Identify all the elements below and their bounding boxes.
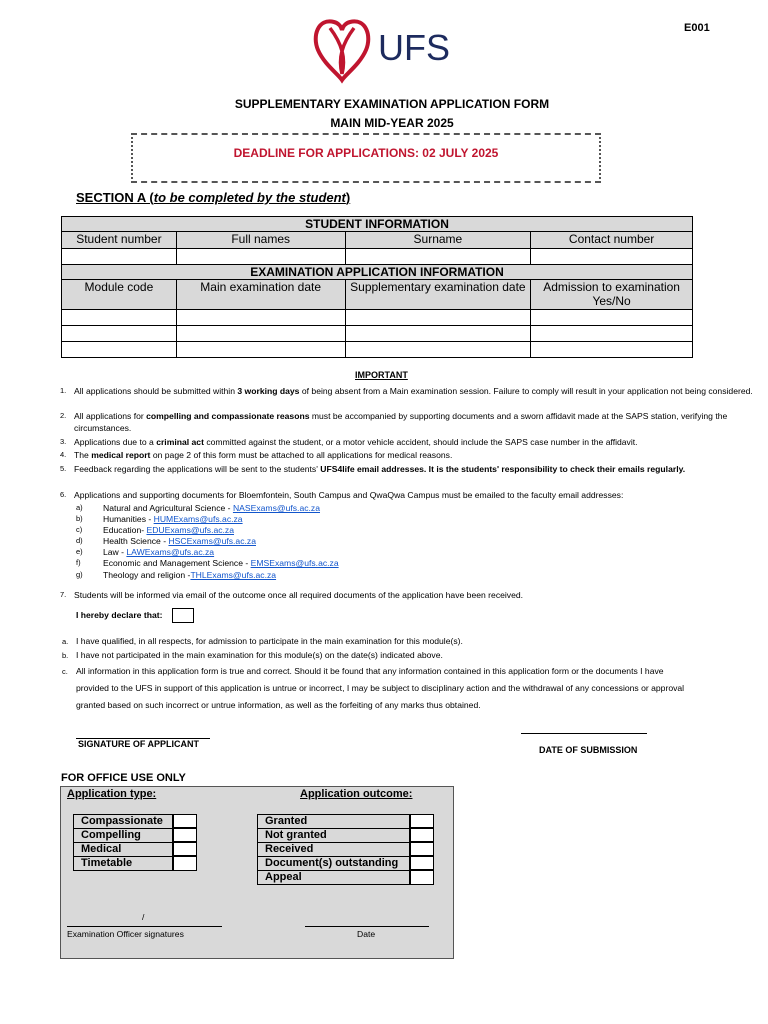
exam-row-cell[interactable]: [531, 326, 693, 342]
office-date-label: Date: [357, 929, 376, 939]
col-student-number: Student number: [62, 232, 177, 249]
applicant-signature-label: SIGNATURE OF APPLICANT: [78, 739, 199, 749]
faculty-email-link[interactable]: EDUExams@ufs.ac.za: [146, 525, 235, 535]
col-supp-exam-date: Supplementary examination date: [345, 280, 531, 310]
logo-heart-inner: [330, 28, 354, 74]
faculty-email-link[interactable]: THLExams@ufs.ac.za: [190, 570, 277, 580]
exam-row-cell[interactable]: [531, 342, 693, 358]
submission-date-label: DATE OF SUBMISSION: [539, 745, 638, 755]
exam-row-cell[interactable]: [176, 342, 345, 358]
type-compelling-checkbox[interactable]: [173, 828, 197, 842]
office-date-line[interactable]: [305, 926, 429, 927]
type-compassionate-checkbox[interactable]: [173, 814, 197, 828]
officer-signature-label: Examination Officer signatures: [67, 929, 184, 939]
student-number-field[interactable]: [62, 249, 177, 265]
exam-row-cell[interactable]: [345, 326, 531, 342]
section-a-heading: SECTION A (to be completed by the student): [76, 190, 351, 205]
col-main-exam-date: Main examination date: [176, 280, 345, 310]
exam-row-cell[interactable]: [62, 326, 177, 342]
outcome-appeal-checkbox[interactable]: [410, 870, 434, 885]
student-info-header: STUDENT INFORMATION: [62, 217, 693, 232]
faculty-email-link[interactable]: NASExams@ufs.ac.za: [232, 503, 320, 513]
application-type-heading: Application type:: [67, 788, 157, 800]
ufs-logo: [312, 14, 472, 84]
outcome-not-granted: Not granted: [257, 828, 410, 842]
application-outcome-heading: Application outcome:: [300, 788, 413, 800]
faculty-email-link[interactable]: HUMExams@ufs.ac.za: [153, 514, 243, 524]
form-code: E001: [684, 22, 710, 34]
exam-row-cell[interactable]: [345, 310, 531, 326]
outcome-not-granted-checkbox[interactable]: [410, 828, 434, 842]
outcome-granted: Granted: [257, 814, 410, 828]
col-full-names: Full names: [176, 232, 345, 249]
full-names-field[interactable]: [176, 249, 345, 265]
exam-row-cell[interactable]: [345, 342, 531, 358]
declare-checkbox[interactable]: [172, 608, 194, 623]
deadline-text: DEADLINE FOR APPLICATIONS: 02 JULY 2025: [233, 146, 499, 160]
col-contact-number: Contact number: [531, 232, 693, 249]
outcome-granted-checkbox[interactable]: [410, 814, 434, 828]
exam-info-header: EXAMINATION APPLICATION INFORMATION: [62, 265, 693, 280]
outcome-received: Received: [257, 842, 410, 856]
exam-row-cell[interactable]: [176, 326, 345, 342]
declare-label: I hereby declare that:: [76, 610, 163, 620]
outcome-received-checkbox[interactable]: [410, 842, 434, 856]
outcome-documents-outstanding: Document(s) outstanding: [257, 856, 410, 870]
submission-date-line[interactable]: [521, 733, 647, 734]
faculty-email-link[interactable]: EMSExams@ufs.ac.za: [250, 558, 339, 568]
outcome-documents-outstanding-checkbox[interactable]: [410, 856, 434, 870]
form-subtitle: MAIN MID-YEAR 2025: [330, 116, 454, 130]
logo-text: UFS: [378, 27, 450, 68]
outcome-appeal: Appeal: [257, 870, 410, 885]
type-timetable: Timetable: [73, 856, 173, 871]
col-surname: Surname: [345, 232, 531, 249]
officer-signature-separator: /: [142, 912, 145, 922]
type-medical-checkbox[interactable]: [173, 842, 197, 856]
type-medical: Medical: [73, 842, 173, 856]
office-use-title: FOR OFFICE USE ONLY: [61, 772, 186, 784]
exam-row-cell[interactable]: [176, 310, 345, 326]
col-admission: Admission to examination Yes/No: [531, 280, 693, 310]
form-title: SUPPLEMENTARY EXAMINATION APPLICATION FORM: [234, 97, 550, 111]
type-compassionate: Compassionate: [73, 814, 173, 828]
officer-signature-line[interactable]: [67, 926, 222, 927]
faculty-email-link[interactable]: LAWExams@ufs.ac.za: [126, 547, 215, 557]
type-timetable-checkbox[interactable]: [173, 856, 197, 871]
contact-number-field[interactable]: [531, 249, 693, 265]
student-exam-table: [61, 216, 693, 358]
important-heading: IMPORTANT: [355, 370, 408, 380]
office-use-box: [60, 786, 454, 959]
exam-row-cell[interactable]: [62, 342, 177, 358]
type-compelling: Compelling: [73, 828, 173, 842]
exam-row-cell[interactable]: [62, 310, 177, 326]
faculty-email-link[interactable]: HSCExams@ufs.ac.za: [168, 536, 256, 546]
col-module-code: Module code: [62, 280, 177, 310]
surname-field[interactable]: [345, 249, 531, 265]
exam-row-cell[interactable]: [531, 310, 693, 326]
